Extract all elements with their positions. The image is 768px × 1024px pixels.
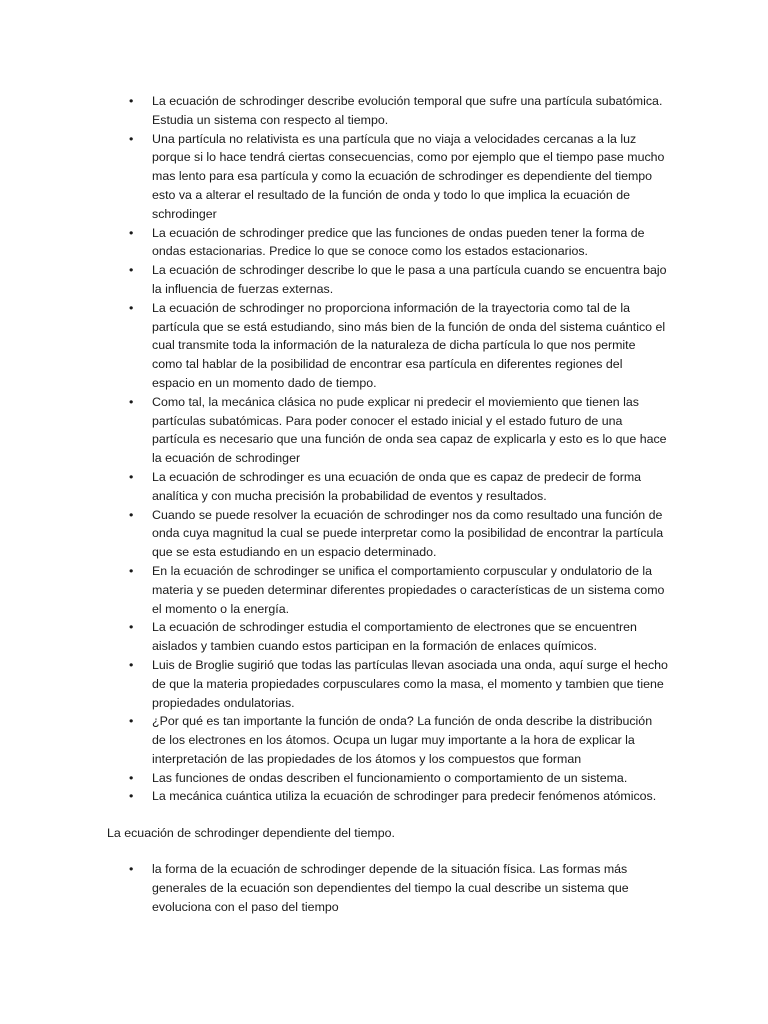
bullet-icon: •	[129, 620, 134, 635]
list-item-text: La ecuación de schrodinger es una ecuación de onda que es capaz de predecir de forma analítica y con mucha precisión la probabilidad de eventos y resultados.	[152, 469, 642, 503]
list-item-text: La ecuación de schrodinger describe evolución temporal que sufre una partícula subatómica. Estudia un sistema con respecto al tiempo.	[152, 94, 663, 127]
bullet-icon: •	[129, 862, 134, 877]
bullet-icon: •	[129, 300, 134, 315]
list-item-text: La ecuación de schrodinger no proporciona información de la trayectoria como tal de la partícula que se está estudiando, sino más bien de la función de onda del sistema cuántico el cual transmite toda la información de la naturaleza de dicha partícula lo que nos permite como tal hablar de la posibilidad de encontrar esa partícula en diferentes regiones del espacio en un momento dado de tiempo.	[152, 300, 666, 390]
bullet-list-section2	[0, 860, 668, 916]
bullet-icon: •	[129, 770, 134, 785]
list-item-text: la forma de la ecuación de schrodinger depende de la situación física. Las formas más generales de la ecuación son dependientes del tiempo la cual describe un sistema que evoluciona con el paso del tiempo	[152, 862, 629, 914]
bullet-icon: •	[129, 563, 134, 578]
list-item-text: Luis de Broglie sugirió que todas las partículas llevan asociada una onda, aquí surge el hecho de que la materia propiedades corpusculares como la masa, el momento y tambien que tiene propiedades ondulatorias.	[152, 657, 668, 710]
list-item-text: En la ecuación de schrodinger se unifica el comportamiento corpuscular y ondulatorio de la materia y se pueden determinar diferentes propiedades o características de un sistema como el momento o la energía.	[152, 563, 665, 616]
list-item-text: La ecuación de schrodinger estudia el comportamiento de electrones que se encuentren aislados y tambien cuando estos participan en la formación de enlaces químicos.	[152, 620, 637, 654]
list-item	[129, 393, 668, 468]
list-item-text: Cuando se puede resolver la ecuación de schrodinger nos da como resultado una función de onda cuya magnitud la cual se puede interpretar como la posibilidad de encontrar la partícula que se esta estudiando en un espacio determinado.	[152, 507, 664, 560]
list-item-text: La ecuación de schrodinger predice que las funciones de ondas pueden tener la forma de ondas estacionarias. Predice lo que se conoce como los estados estacionarios.	[152, 225, 645, 259]
bullet-icon: •	[129, 789, 134, 804]
list-item	[129, 618, 668, 656]
list-item-text: Una partícula no relativista es una partícula que no viaja a velocidades cercanas a la luz porque si lo hace tendrá ciertas consecuencias, como por ejemplo que el tiempo pase mucho mas lento para esa partícula y como la ecuación de schrodinger es dependiente del tiempo esto va a alterar el resultado de la función de onda y todo lo que implica la ecuación de schrodinger	[152, 131, 665, 221]
bullet-icon: •	[129, 394, 134, 409]
bullet-icon: •	[129, 714, 134, 729]
list-item	[129, 130, 668, 224]
list-item	[129, 860, 668, 916]
bullet-icon: •	[129, 131, 134, 146]
list-item-text: Las funciones de ondas describen el funcionamiento o comportamiento de un sistema.	[152, 770, 628, 785]
list-item	[129, 224, 668, 262]
bullet-icon: •	[129, 657, 134, 672]
list-item	[129, 769, 668, 788]
list-item	[129, 468, 668, 506]
bullet-icon: •	[129, 507, 134, 522]
list-item	[129, 261, 668, 299]
list-item-text: ¿Por qué es tan importante la función de onda? La función de onda describe la distribución de los electrones en los átomos. Ocupa un lugar muy importante a la hora de explicar la interpretación de las propiedades de los átomos y los compuestos que forman	[152, 714, 653, 766]
list-item	[129, 92, 668, 130]
list-item	[129, 656, 668, 712]
bullet-icon: •	[129, 469, 134, 484]
list-item	[129, 506, 668, 562]
bullet-icon: •	[129, 225, 134, 240]
list-item	[129, 299, 668, 393]
list-item	[129, 562, 668, 618]
bullet-icon: •	[129, 94, 134, 108]
bullet-list-main	[0, 92, 668, 806]
bullet-icon: •	[129, 263, 134, 278]
section-heading: La ecuación de schrodinger dependiente del tiempo.	[107, 826, 395, 841]
list-item-text: La mecánica cuántica utiliza la ecuación de schrodinger para predecir fenómenos atómicos.	[152, 789, 657, 804]
list-item-text: La ecuación de schrodinger describe lo que le pasa a una partícula cuando se encuentra bajo la influencia de fuerzas externas.	[152, 263, 667, 296]
list-item	[129, 787, 668, 806]
list-item-text: Como tal, la mecánica clásica no pude explicar ni predecir el moviemiento que tienen las partículas subatómicas. Para poder conocer el estado inicial y el estado futuro de una partícula es necesario que una función de onda sea capaz de explicarla y esto es lo que hace la ecuación de schrodinger	[152, 394, 667, 466]
list-item	[129, 712, 668, 768]
